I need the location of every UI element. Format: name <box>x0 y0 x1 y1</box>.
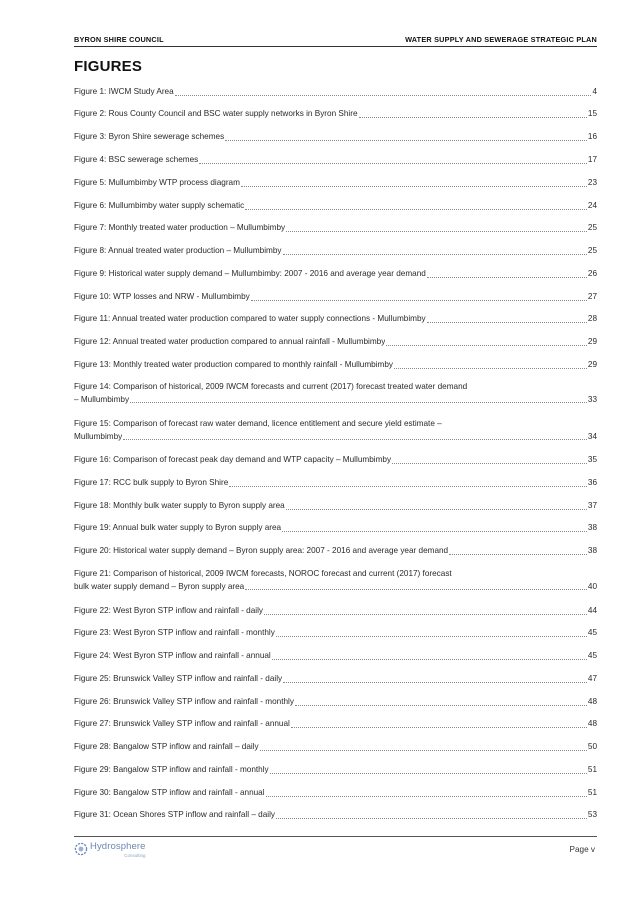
figure-entry-label: Figure 22: West Byron STP inflow and rainfall - daily <box>74 606 264 615</box>
figure-entry[interactable] <box>74 568 597 593</box>
dot-leader <box>427 276 587 278</box>
figure-entry-label: Figure 8: Annual treated water production – Mullumbimby <box>74 246 282 255</box>
figure-entry-label: Figure 31: Ocean Shores STP inflow and rainfall – daily <box>74 810 276 819</box>
figure-entry-label: Figure 20: Historical water supply demand – Byron supply area: 2007 - 2016 and average year demand <box>74 546 449 555</box>
figure-entry[interactable] <box>74 741 597 754</box>
dot-leader <box>130 401 587 403</box>
dot-leader <box>199 162 587 164</box>
figure-entry-page-number: 23 <box>587 178 597 187</box>
figure-entry-label: Figure 11: Annual treated water production compared to water supply connections - Mullumbimby <box>74 314 426 323</box>
figure-entry[interactable] <box>74 268 597 281</box>
figure-entry[interactable] <box>74 313 597 326</box>
figure-entry-page-number: 45 <box>587 628 597 637</box>
hydrosphere-logo <box>74 842 146 860</box>
figure-entry-label: Figure 10: WTP losses and NRW - Mullumbimby <box>74 292 250 301</box>
figure-entry-label: Figure 16: Comparison of forecast peak day demand and WTP capacity – Mullumbimby <box>74 455 392 464</box>
figure-entry-page-number: 34 <box>587 431 597 441</box>
figure-entry-page-number: 29 <box>587 337 597 346</box>
figure-entry-page-number: 53 <box>587 810 597 819</box>
figure-entry-label: Figure 30: Bangalow STP inflow and rainfall - annual <box>74 788 265 797</box>
dot-leader <box>175 94 592 96</box>
dot-leader <box>241 185 587 187</box>
figure-entry-page-number: 38 <box>587 546 597 555</box>
figure-entry[interactable] <box>74 522 597 535</box>
dot-leader <box>225 139 587 141</box>
dot-leader <box>276 635 587 637</box>
dot-leader <box>295 704 587 706</box>
figure-entry-label: Figure 28: Bangalow STP inflow and rainfall – daily <box>74 742 259 751</box>
figure-entry[interactable] <box>74 673 597 686</box>
dot-leader <box>427 321 587 323</box>
figure-entry[interactable] <box>74 200 597 213</box>
figure-entry[interactable] <box>74 718 597 731</box>
dot-leader <box>270 772 587 774</box>
dot-leader <box>283 681 587 683</box>
figure-entry-label: Figure 12: Annual treated water production compared to annual rainfall - Mullumbimby <box>74 337 386 346</box>
figure-entry-label: Figure 24: West Byron STP inflow and rainfall - annual <box>74 651 271 660</box>
figure-entry[interactable] <box>74 108 597 121</box>
dot-leader <box>286 230 587 232</box>
footer-divider <box>74 836 597 837</box>
figure-entry[interactable] <box>74 477 597 490</box>
figure-entry-label: Figure 6: Mullumbimby water supply schematic <box>74 201 245 210</box>
figure-entry-page-number: 33 <box>587 394 597 404</box>
figure-entry-page-number: 51 <box>587 788 597 797</box>
figure-entry[interactable] <box>74 764 597 777</box>
figure-entry-label: Figure 25: Brunswick Valley STP inflow and rainfall - daily <box>74 674 283 683</box>
figure-entry-page-number: 51 <box>587 765 597 774</box>
dot-leader <box>264 613 587 615</box>
figure-entry[interactable] <box>74 627 597 640</box>
figure-entry[interactable] <box>74 245 597 258</box>
dot-leader <box>251 299 587 301</box>
figure-entry[interactable] <box>74 131 597 144</box>
figure-entry-page-number: 26 <box>587 269 597 278</box>
figure-entry[interactable] <box>74 86 597 99</box>
figure-entry-label: Figure 23: West Byron STP inflow and rainfall - monthly <box>74 628 275 637</box>
figure-entry[interactable] <box>74 605 597 618</box>
figure-entry-page-number: 24 <box>587 201 597 210</box>
dot-leader <box>245 208 587 210</box>
dot-leader <box>291 726 587 728</box>
figure-entry-page-number: 40 <box>587 581 597 591</box>
header-document-title: WATER SUPPLY AND SEWERAGE STRATEGIC PLAN <box>405 34 597 44</box>
figure-entry-page-number: 17 <box>587 155 597 164</box>
figure-entry-page-number: 48 <box>587 697 597 706</box>
figure-entry-page-number: 16 <box>587 132 597 141</box>
dot-leader <box>286 508 587 510</box>
figure-entry-label: Figure 1: IWCM Study Area <box>74 87 174 96</box>
figure-entry[interactable] <box>74 696 597 709</box>
figure-entry[interactable] <box>74 650 597 663</box>
figure-entry[interactable] <box>74 177 597 190</box>
figure-entry[interactable] <box>74 291 597 304</box>
dot-leader <box>392 462 587 464</box>
figure-entry-label: Mullumbimby <box>74 431 123 441</box>
figure-entry-page-number: 36 <box>587 478 597 487</box>
figure-entry[interactable] <box>74 454 597 467</box>
figure-entry-page-number: 48 <box>587 719 597 728</box>
dot-leader <box>282 530 587 532</box>
figure-entry-page-number: 29 <box>587 360 597 369</box>
dot-leader <box>386 344 587 346</box>
dot-leader <box>123 438 587 440</box>
dot-leader <box>394 367 587 369</box>
figure-entry-page-number: 27 <box>587 292 597 301</box>
figure-entry-page-number: 38 <box>587 523 597 532</box>
header-divider <box>74 46 597 47</box>
dot-leader <box>266 795 587 797</box>
figure-entry[interactable] <box>74 222 597 235</box>
figure-entry[interactable] <box>74 336 597 349</box>
figure-entry-page-number: 25 <box>587 223 597 232</box>
figure-entry-page-number: 50 <box>587 742 597 751</box>
figure-entry-page-number: 4 <box>592 87 597 96</box>
hydrosphere-logo-icon <box>74 842 88 856</box>
logo-name: Hydrosphere <box>90 841 146 852</box>
figure-entry[interactable] <box>74 154 597 167</box>
figure-entry-label: Figure 2: Rous County Council and BSC water supply networks in Byron Shire <box>74 109 358 118</box>
figure-entry-label: Figure 29: Bangalow STP inflow and rainfall - monthly <box>74 765 269 774</box>
figure-entry[interactable] <box>74 418 597 443</box>
figure-entry-page-number: 25 <box>587 246 597 255</box>
figure-entry-page-number: 47 <box>587 674 597 683</box>
dot-leader <box>245 588 587 590</box>
figure-entry[interactable] <box>74 381 597 406</box>
figure-entry-label: bulk water supply demand – Byron supply area <box>74 581 245 591</box>
figure-entry-label: – Mullumbimby <box>74 394 130 404</box>
figure-entry-label: Figure 9: Historical water supply demand – Mullumbimby: 2007 - 2016 and average year demand <box>74 269 426 278</box>
figure-entry-label: Figure 14: Comparison of historical, 2009 IWCM forecasts and current (2017) forecast treated water demand <box>74 382 468 391</box>
figure-entry[interactable] <box>74 359 597 372</box>
dot-leader <box>276 817 587 819</box>
dot-leader <box>272 658 587 660</box>
figure-entry-page-number: 37 <box>587 501 597 510</box>
figure-entry-page-number: 44 <box>587 606 597 615</box>
section-title: FIGURES <box>74 58 143 75</box>
figure-entry-label: Figure 27: Brunswick Valley STP inflow and rainfall - annual <box>74 719 290 728</box>
figure-entry-label: Figure 19: Annual bulk water supply to Byron supply area <box>74 523 282 532</box>
figure-entry-page-number: 28 <box>587 314 597 323</box>
dot-leader <box>359 116 587 118</box>
figure-entry[interactable] <box>74 787 597 800</box>
figure-entry[interactable] <box>74 545 597 558</box>
figure-entry-label: Figure 18: Monthly bulk water supply to Byron supply area <box>74 501 285 510</box>
figure-entry-page-number: 45 <box>587 651 597 660</box>
figure-entry-label: Figure 17: RCC bulk supply to Byron Shire <box>74 478 229 487</box>
figure-entry-label: Figure 5: Mullumbimby WTP process diagram <box>74 178 240 187</box>
dot-leader <box>449 553 587 555</box>
header-organisation: BYRON SHIRE COUNCIL <box>74 34 164 44</box>
figure-entry-label: Figure 21: Comparison of historical, 2009 IWCM forecasts, NOROC forecast and current (2017) forecast <box>74 569 452 578</box>
figure-entry-label: Figure 7: Monthly treated water production – Mullumbimby <box>74 223 286 232</box>
figure-entry[interactable] <box>74 500 597 513</box>
figure-entry-page-number: 35 <box>587 455 597 464</box>
figure-entry[interactable] <box>74 809 597 822</box>
figure-entry-page-number: 15 <box>587 109 597 118</box>
figure-entry-label: Figure 3: Byron Shire sewerage schemes <box>74 132 225 141</box>
figure-entry-label: Figure 4: BSC sewerage schemes <box>74 155 199 164</box>
running-header <box>74 33 597 45</box>
dot-leader <box>229 485 587 487</box>
figure-entry-label: Figure 26: Brunswick Valley STP inflow and rainfall - monthly <box>74 697 294 706</box>
figure-entry-label: Figure 13: Monthly treated water production compared to monthly rainfall - Mullumbimby <box>74 360 394 369</box>
page-number: Page v <box>569 845 595 854</box>
dot-leader <box>283 253 587 255</box>
dot-leader <box>260 749 587 751</box>
figure-entry-label: Figure 15: Comparison of forecast raw water demand, licence entitlement and secure yield estimate – <box>74 419 442 428</box>
logo-subtitle: Consulting <box>124 853 146 858</box>
